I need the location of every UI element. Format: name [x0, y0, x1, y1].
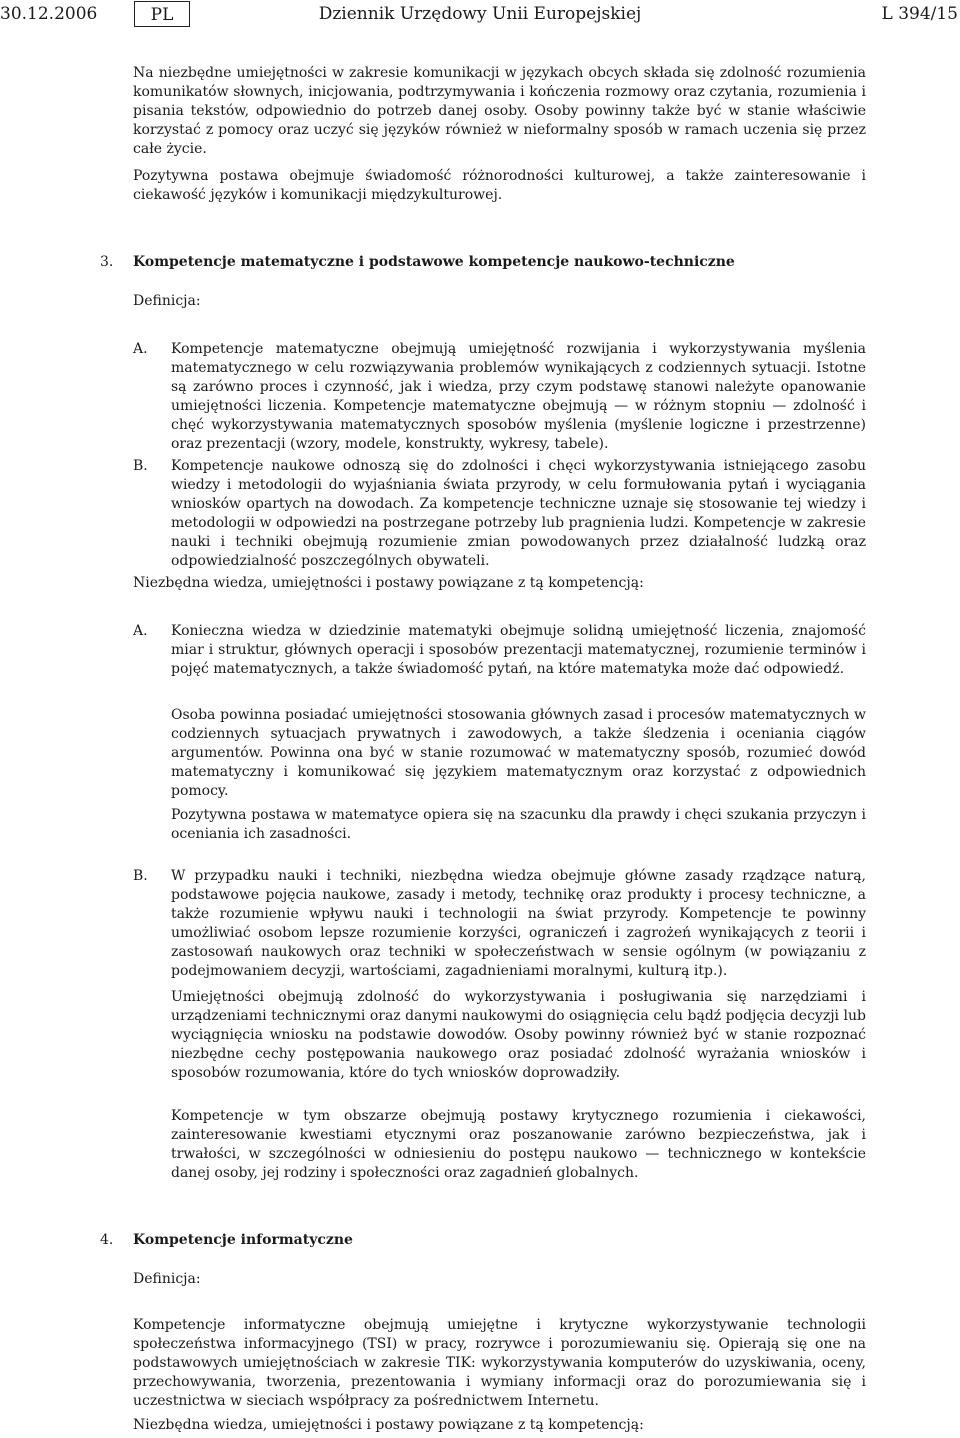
item-text: Kompetencje naukowe odnoszą się do zdolności i chęci wykorzystywania istniejącego zasobu wiedzy i metodologii do wyjaśniania świata przyrody, w celu formułowania pytań i wyciągania wniosków opartych na dowodach. Za kompetencje techniczne uznaje się stosowanie tej wiedzy i metodologii w odpowiedzi na postrzegane potrzeby lub pragnienia ludzi. Kompetencje w zakresie nauki i techniki obejmują rozumienie zmian powodowanych przez działalność ludzką oraz odpowiedzialność poszczególnych obywateli. [171, 458, 866, 569]
intro-paragraph-1: Na niezbędne umiejętności w zakresie komunikacji w językach obcych składa się zdolność rozumienia komunikatów słownych, inicjowania, podtrzymywania i kończenia rozmowy oraz czytania, rozumienia i pisania tekstów, odpowiednio do potrzeb danej osoby. Osoby powinny także być w stanie właściwie korzystać z pomocy oraz uczyć się języków również w nieformalny sposób w ramach uczenia się przez całe życie. [133, 65, 866, 157]
language-badge: PL [134, 1, 190, 27]
section-title: Kompetencje informatyczne [133, 1232, 353, 1248]
definition-paragraph: Kompetencje informatyczne obejmują umiejętne i krytyczne wykorzystywanie technologii społeczeństwa informacyjnego (TSI) w pracy, rozrywce i porozumiewaniu się. Opierają się one na podstawowych umiejętnościach w zakresie TIK: wykorzystywania komputerów do uzyskiwania, oceny, przechowywania, tworzenia, prezentowania i wymiany informacji oraz do porozumiewania się i uczestnictwa w sieciach współpracy za pośrednictwem Internetu. [133, 1317, 866, 1409]
section-title: Kompetencje matematyczne i podstawowe kompetencje naukowo-techniczne [133, 254, 735, 270]
knowledge-label: Niezbędna wiedza, umiejętności i postawy powiązane z tą kompetencją: [133, 575, 644, 591]
knowledge-b-paragraph-2: Umiejętności obejmują zdolność do wykorzystywania i posługiwania się narzędziami i urządzeniami technicznymi oraz danymi naukowymi do osiągnięcia celu bądź podjęcia decyzji lub wyciągnięcia wniosku na podstawie dowodów. Osoby powinny również być w stanie rozpoznać niezbędne cechy postępowania naukowego oraz posiadać zdolność wyrażania wniosków i sposobów rozumowania, które do tych wniosków doprowadziły. [171, 989, 866, 1081]
item-marker: B. [133, 458, 148, 474]
item-marker: B. [133, 868, 148, 884]
item-text: W przypadku nauki i techniki, niezbędna wiedza obejmuje główne zasady rządzące naturą, podstawowe pojęcia naukowe, zasady i metody, technikę oraz produkty i procesy techniczne, a także rozumienie wpływu nauki i technologii na świat przyrody. Kompetencje te powinny umożliwiać osobom lepsze rozumienie korzyści, ograniczeń i zagrożeń wynikających z teorii i zastosowań naukowych oraz techniki w społeczeństwach w sensie ogólnym (w powiązaniu z podejmowaniem decyzji, wartościami, zagadnieniami moralnymi, kulturą itp.). [171, 868, 866, 979]
item-marker: A. [133, 623, 148, 639]
knowledge-b-paragraph-3: Kompetencje w tym obszarze obejmują postawy krytycznego rozumienia i ciekawości, zainteresowanie kwestiami etycznymi oraz poszanowanie zarówno bezpieczeństwa, jak i trwałości, w szczególności w odniesieniu do postępu naukowo — technicznego w kontekście danej osoby, jej rodziny i społeczności oraz zagadnień globalnych. [171, 1108, 866, 1181]
knowledge-label: Niezbędna wiedza, umiejętności i postawy powiązane z tą kompetencją: [133, 1417, 644, 1433]
section-number: 4. [100, 1232, 114, 1248]
knowledge-a-paragraph-2: Osoba powinna posiadać umiejętności stosowania głównych zasad i procesów matematycznych w codziennych sytuacjach prywatnych i zawodowych, a także śledzenia i oceniania ciągów argumentów. Powinna ona być w stanie rozumować w matematyczny sposób, rozumieć dowód matematyczny i komunikować się językiem matematycznym oraz korzystać z odpowiednich pomocy. [171, 707, 866, 799]
definition-label: Definicja: [133, 293, 201, 309]
publication-date: 30.12.2006 [0, 4, 98, 24]
definition-label: Definicja: [133, 1271, 201, 1287]
journal-title: Dziennik Urzędowy Unii Europejskiej [318, 4, 642, 24]
section-number: 3. [100, 254, 114, 270]
knowledge-a-paragraph-3: Pozytywna postawa w matematyce opiera się na szacunku dla prawdy i chęci szukania przyczyn i oceniania ich zasadności. [171, 807, 866, 842]
page-number: L 394/15 [881, 4, 958, 24]
intro-paragraph-2: Pozytywna postawa obejmuje świadomość różnorodności kulturowej, a także zainteresowanie i ciekawość języków i komunikacji międzykulturowej. [133, 168, 866, 203]
item-text: Konieczna wiedza w dziedzinie matematyki obejmuje solidną umiejętność liczenia, znajomość miar i struktur, głównych operacji i sposobów prezentacji matematycznej, rozumienie terminów i pojęć matematycznych, a także świadomość pytań, na które matematyka może dać odpowiedź. [171, 623, 866, 677]
item-marker: A. [133, 341, 148, 357]
page-header [0, 0, 960, 32]
item-text: Kompetencje matematyczne obejmują umiejętność rozwijania i wykorzystywania myślenia matematycznego w celu rozwiązywania problemów wynikających z codziennych sytuacji. Istotne są zarówno proces i czynność, jak i wiedza, przy czym podstawę stanowi należyte opanowanie umiejętności liczenia. Kompetencje matematyczne obejmują — w różnym stopniu — zdolność i chęć wykorzystywania matematycznych sposobów myślenia (myślenie logiczne i przestrzenne) oraz prezentacji (wzory, modele, konstrukty, wykresy, tabele). [171, 341, 866, 452]
